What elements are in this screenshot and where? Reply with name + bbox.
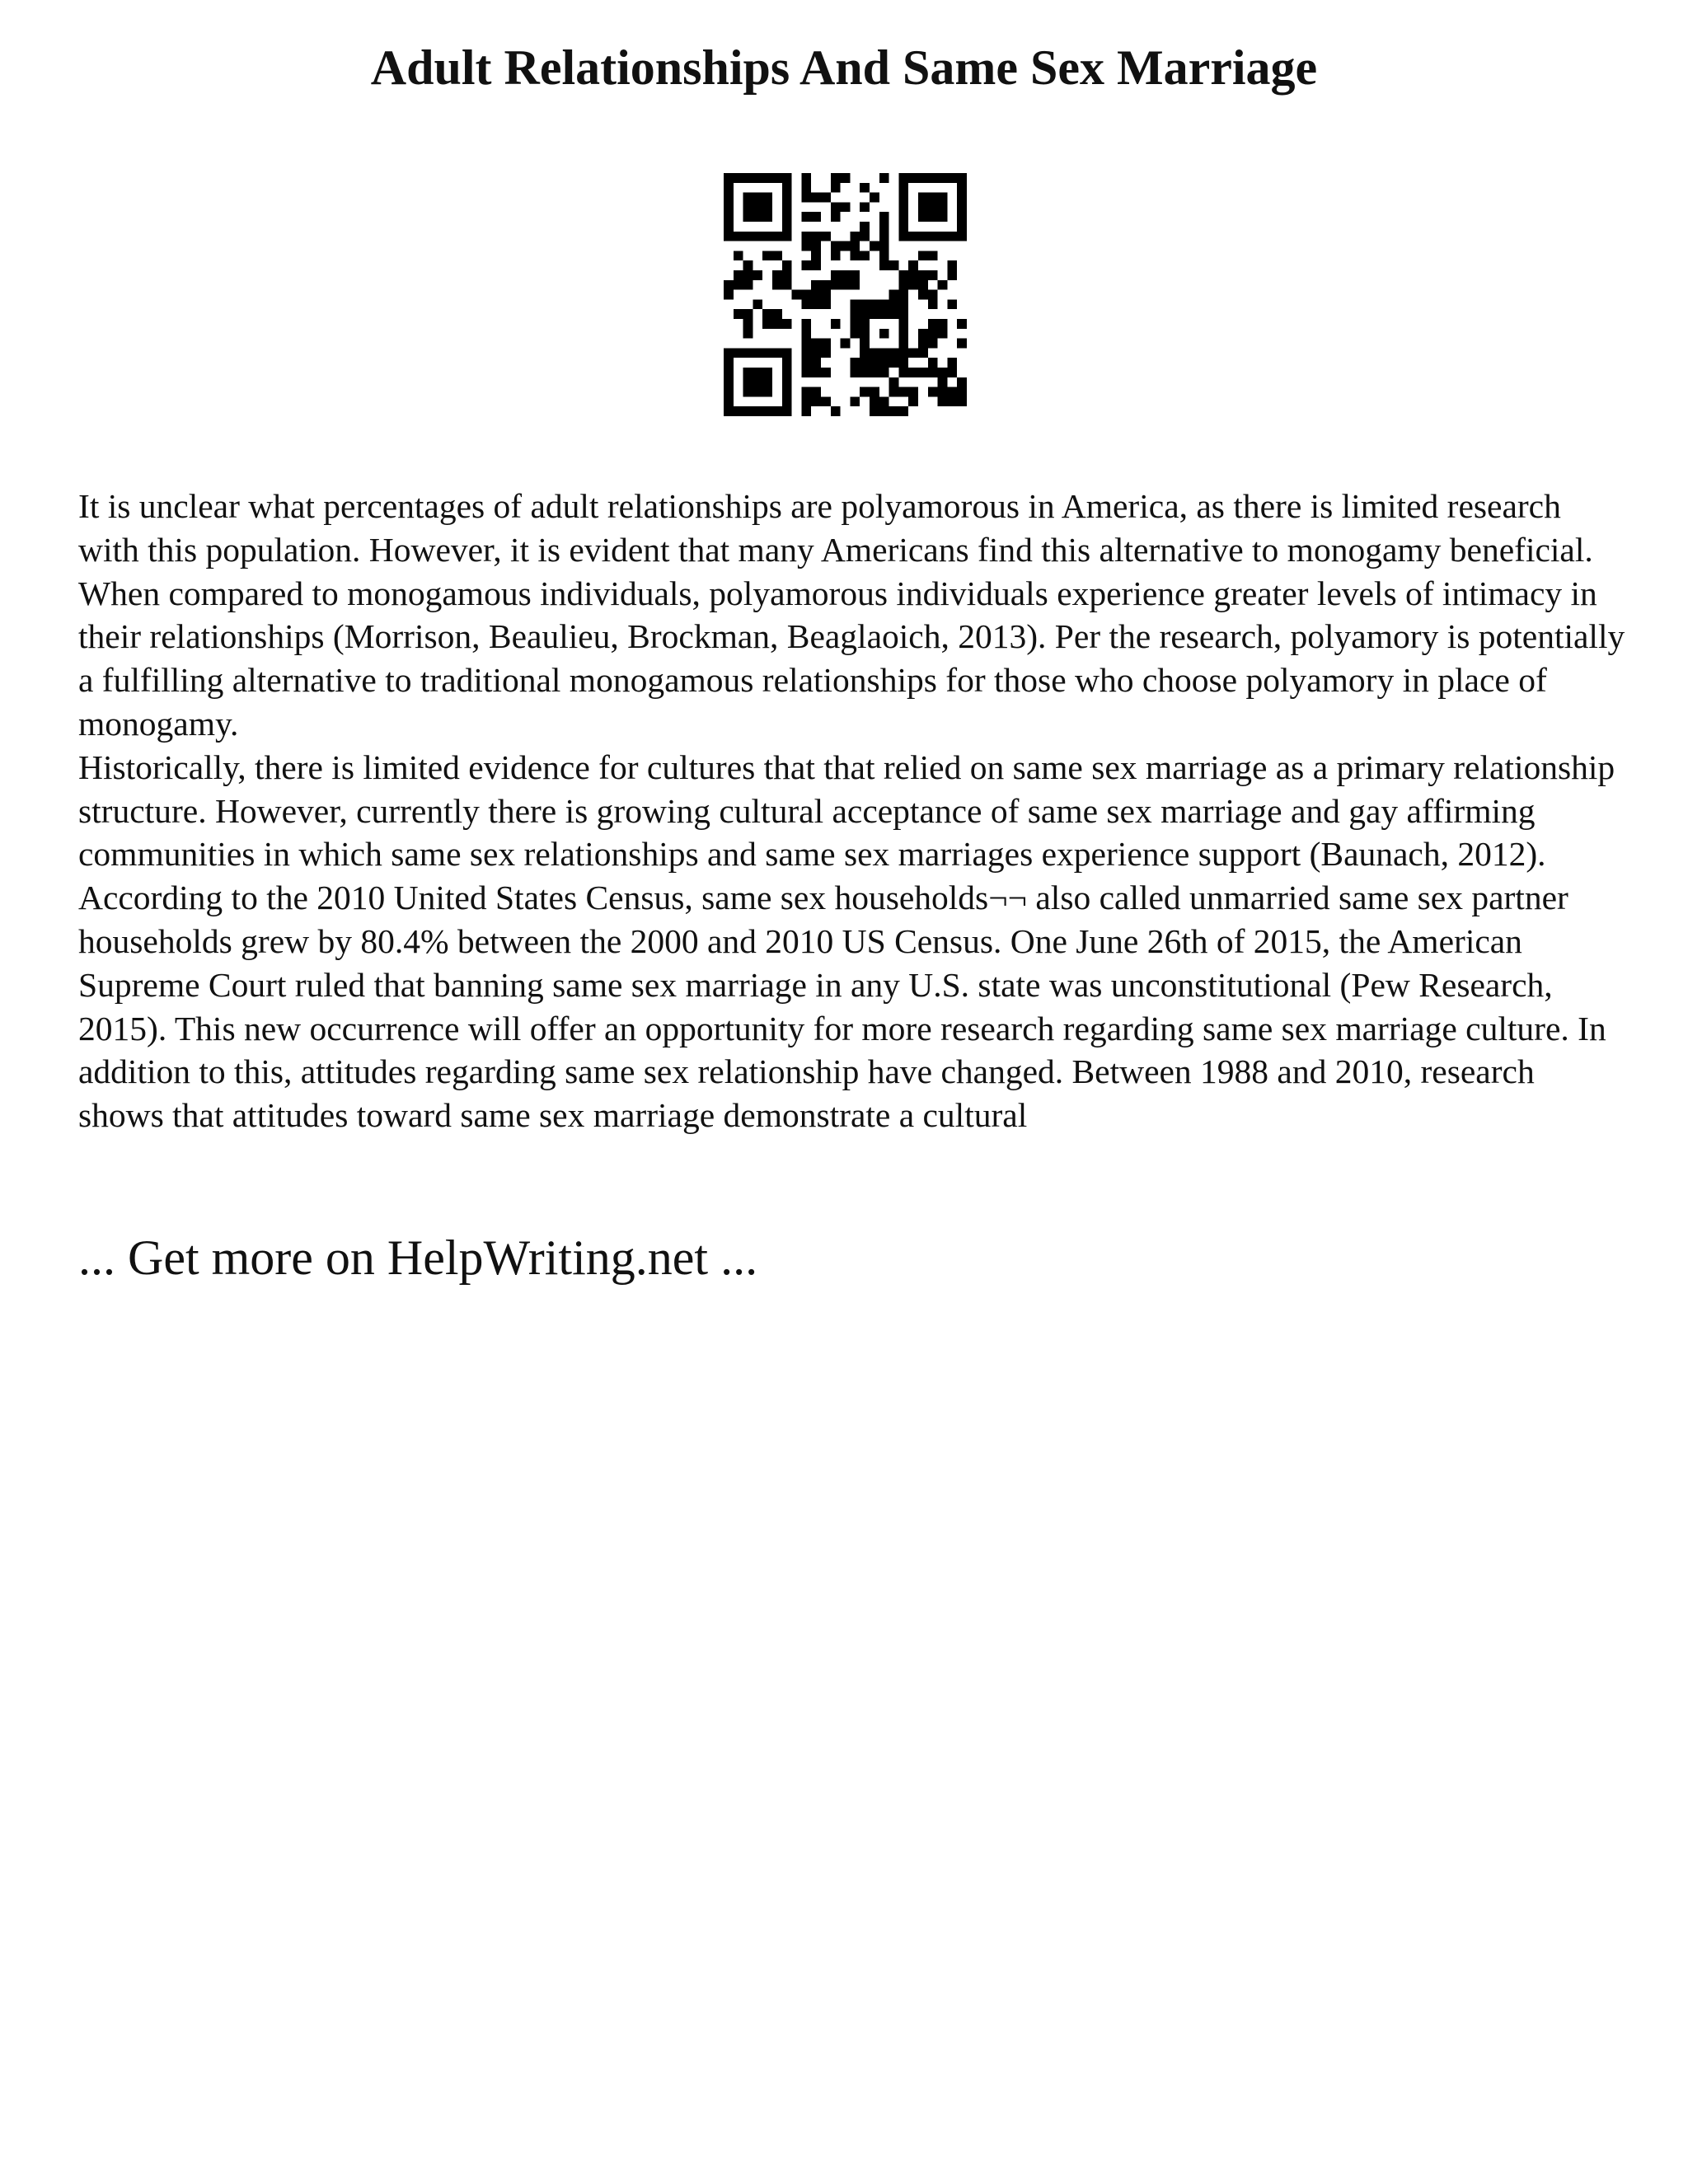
- qr-code-icon: [724, 173, 967, 416]
- paragraph-1: It is unclear what percentages of adult relationships are polyamorous in America, as there is limited research with this population. However, it is evident that many Americans find this alternative to monogamy beneficial. When compared to monogamous individuals, polyamorous individuals experience greater levels of intimacy in their relationships (Morrison, Beaulieu, Brockman, Beaglaoich, 2013). Per the research, polyamory is potentially a fulfilling alternative to traditional monogamous relationships for those who choose polyamory in place of monogamy.: [78, 487, 1625, 743]
- paragraph-2: Historically, there is limited evidence for cultures that that relied on same sex marriage as a primary relationship structure. However, currently there is growing cultural acceptance of same sex marriage and gay affirming communities in which same sex relationships and same sex marriages experience support (Baunach, 2012). According to the 2010 United States Census, same sex households¬¬ also called unmarried same sex partner households grew by 80.4% between the 2000 and 2010 US Census. One June 26th of 2015, the American Supreme Court ruled that banning same sex marriage in any U.S. state was unconstitutional (Pew Research, 2015). This new occurrence will offer an opportunity for more research regarding same sex marriage culture. In addition to this, attitudes regarding same sex relationship have changed. Between 1988 and 2010, research shows that attitudes toward same sex marriage demonstrate a cultural: [78, 748, 1615, 1135]
- get-more-link[interactable]: ... Get more on HelpWriting.net ...: [78, 1230, 758, 1285]
- article-body: [78, 485, 1628, 1137]
- page-title: Adult Relationships And Same Sex Marriage: [370, 40, 1318, 95]
